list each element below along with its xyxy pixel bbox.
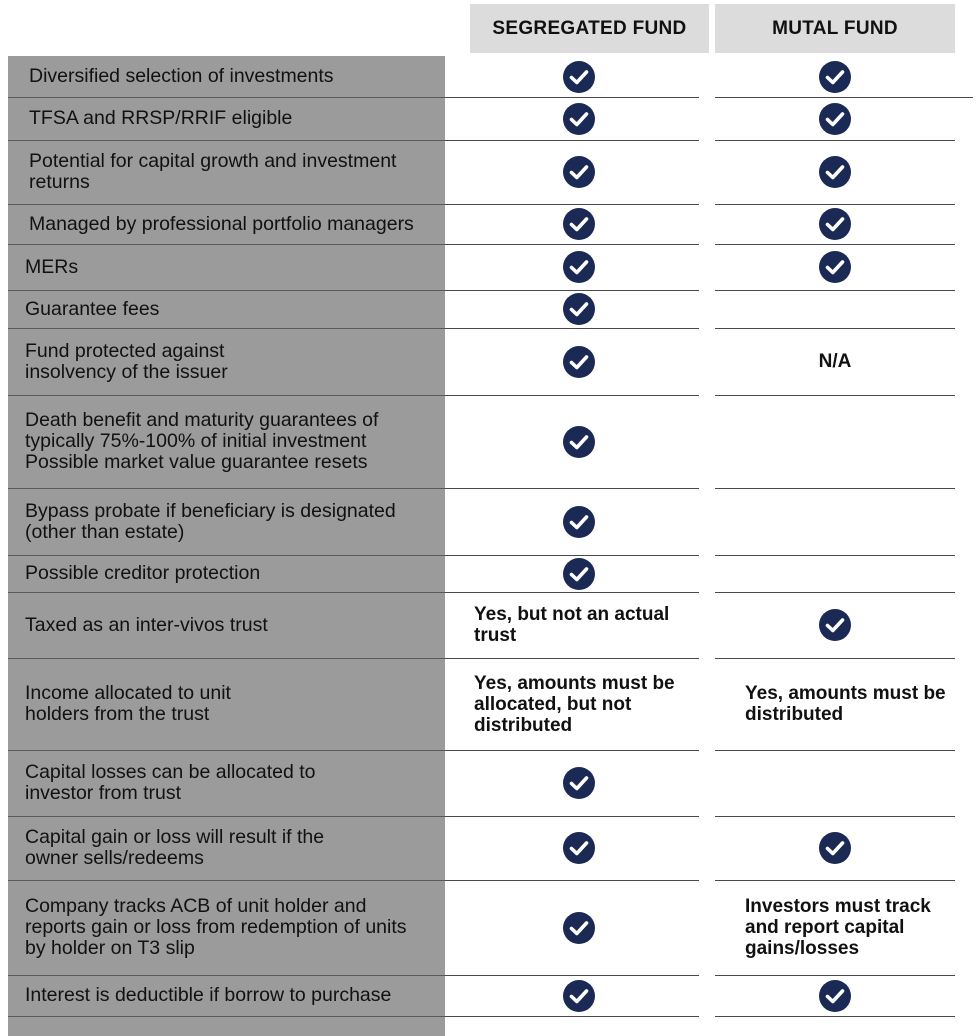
feature-label: Capital gain or loss will result if the owner sells/redeems [25, 826, 325, 869]
segregated-fund-cell [460, 555, 698, 592]
feature-label: MERs [25, 255, 79, 278]
checkmark-icon [819, 832, 851, 864]
table-row [0, 328, 980, 395]
checkmark-icon [819, 156, 851, 188]
checkmark-icon [819, 251, 851, 283]
mutual-fund-header: MUTAL FUND [715, 4, 955, 53]
checkmark-icon [563, 506, 595, 538]
mutual-fund-cell [715, 816, 955, 880]
mutual-fund-cell [715, 750, 955, 816]
segregated-fund-cell: Yes, amounts must be allocated, but not distributed [474, 672, 675, 736]
checkmark-icon [563, 346, 595, 378]
checkmark-icon [563, 767, 595, 799]
feature-label: Potential for capital growth and investment returns [29, 150, 397, 193]
checkmark-icon [819, 61, 851, 93]
mutual-fund-cell [715, 140, 955, 204]
table-row [0, 488, 980, 555]
table-row [0, 56, 980, 97]
feature-label: Possible creditor protection [25, 562, 261, 584]
feature-label: Guarantee fees [25, 297, 160, 320]
segregated-fund-cell [460, 328, 698, 395]
segregated-fund-cell [460, 880, 698, 975]
feature-label: Taxed as an inter-vivos trust [25, 613, 268, 636]
checkmark-icon [819, 980, 851, 1012]
mutual-fund-cell [715, 488, 955, 555]
feature-label: Diversified selection of investments [29, 65, 334, 87]
segregated-fund-cell: Yes, but not an actual trust [474, 604, 670, 646]
segregated-fund-cell [460, 488, 698, 555]
table-row [0, 97, 980, 140]
mutual-fund-cell [715, 56, 955, 97]
mutual-fund-cell [715, 244, 955, 290]
checkmark-icon [563, 208, 595, 240]
table-row [0, 244, 980, 290]
mutual-fund-cell [715, 555, 955, 592]
checkmark-icon [819, 208, 851, 240]
checkmark-icon [563, 251, 595, 283]
checkmark-icon [563, 156, 595, 188]
table-row [0, 140, 980, 204]
row-divider [955, 97, 973, 98]
feature-label: Interest is deductible if borrow to purchase [25, 984, 392, 1006]
checkmark-icon [563, 912, 595, 944]
row-divider [8, 1016, 445, 1017]
checkmark-icon [563, 832, 595, 864]
mutual-fund-cell [715, 592, 955, 658]
table-row [0, 975, 980, 1016]
table-row [0, 204, 980, 244]
feature-label: TFSA and RRSP/RRIF eligible [29, 107, 293, 129]
checkmark-icon [563, 426, 595, 458]
mutual-fund-cell [715, 97, 955, 140]
feature-label: Bypass probate if beneficiary is designated (other than estate) [25, 499, 396, 543]
table-row [0, 880, 980, 975]
table-row [0, 750, 980, 816]
segregated-fund-cell [460, 975, 698, 1016]
segregated-fund-cell [460, 140, 698, 204]
segregated-fund-cell [460, 395, 698, 488]
table-row [0, 290, 980, 328]
segregated-fund-cell [460, 816, 698, 880]
segregated-fund-cell [460, 56, 698, 97]
checkmark-icon [819, 103, 851, 135]
table-row [0, 658, 980, 750]
mutual-fund-cell [715, 975, 955, 1016]
table-row [0, 395, 980, 488]
mutual-fund-cell [715, 395, 955, 488]
mutual-fund-cell [715, 290, 955, 328]
checkmark-icon [819, 609, 851, 641]
checkmark-icon [563, 558, 595, 590]
feature-label: Fund protected against insolvency of the issuer [25, 339, 228, 383]
table-row [0, 592, 980, 658]
checkmark-icon [563, 103, 595, 135]
feature-label: Company tracks ACB of unit holder and reports gain or loss from redemption of units by holder on T3 slip [25, 895, 407, 959]
feature-label: Capital losses can be allocated to investor from trust [25, 761, 316, 804]
mutual-fund-cell: Investors must track and report capital gains/losses [745, 896, 931, 959]
checkmark-icon [563, 61, 595, 93]
mutual-fund-cell [715, 204, 955, 244]
row-divider [445, 1016, 699, 1017]
mutual-fund-cell: Yes, amounts must be distributed [745, 683, 946, 725]
row-divider [715, 1016, 955, 1017]
table-row [0, 555, 980, 592]
segregated-fund-cell [460, 750, 698, 816]
segregated-fund-cell [460, 290, 698, 328]
segregated-fund-cell [460, 97, 698, 140]
feature-label: Income allocated to unit holders from the trust [25, 682, 231, 725]
segregated-fund-cell [460, 204, 698, 244]
feature-label: Death benefit and maturity guarantees of typically 75%-100% of initial investment Possible market value guarantee resets [25, 409, 379, 473]
mutual-fund-cell: N/A [818, 350, 852, 372]
segregated-fund-cell [460, 244, 698, 290]
segregated-fund-header: SEGREGATED FUND [470, 4, 709, 53]
checkmark-icon [563, 980, 595, 1012]
table-row [0, 816, 980, 880]
feature-label: Managed by professional portfolio managers [29, 212, 414, 235]
checkmark-icon [563, 293, 595, 325]
